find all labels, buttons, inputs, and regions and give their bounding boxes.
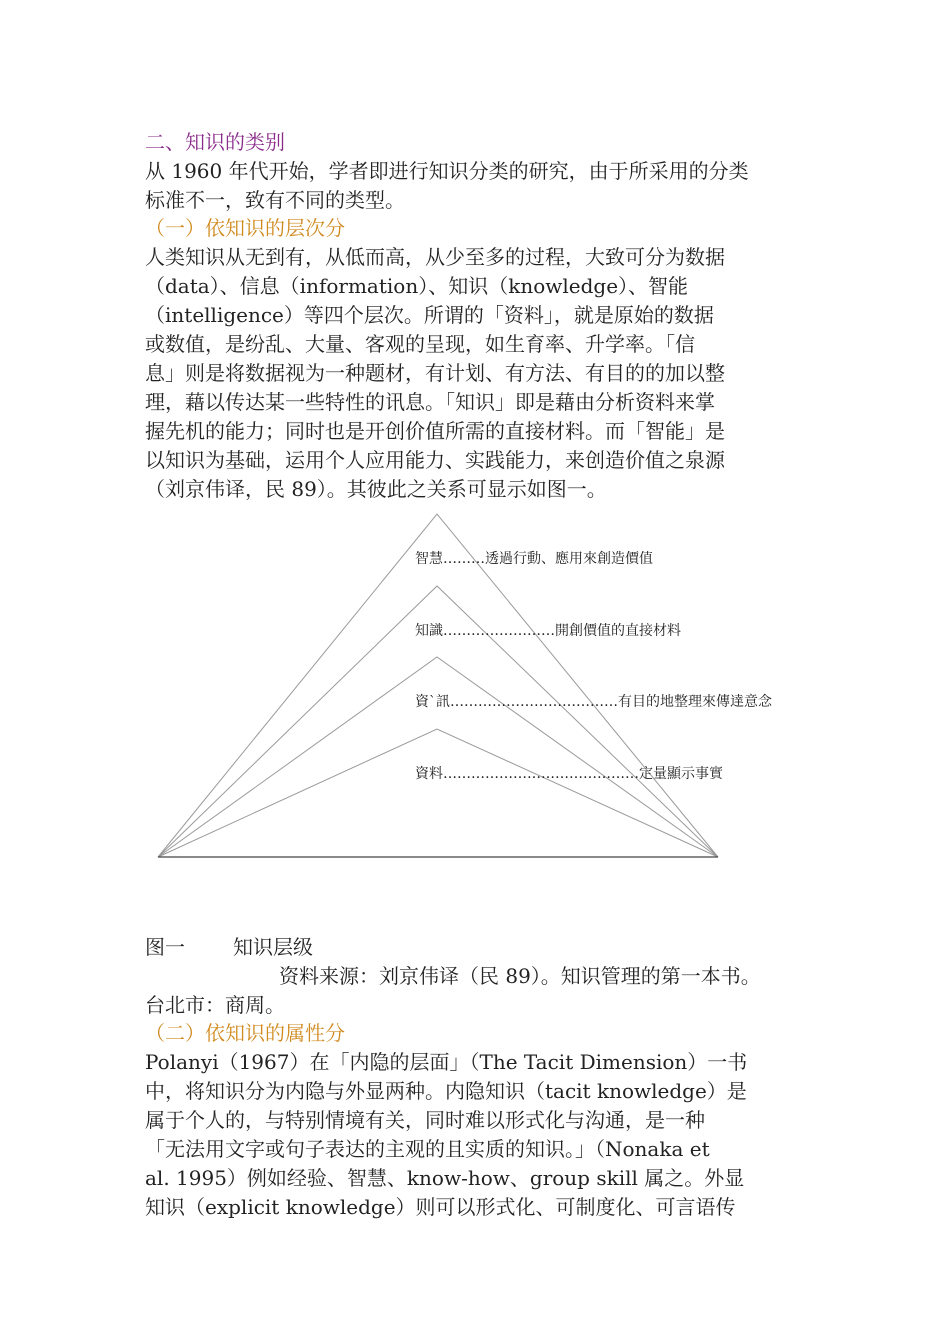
subsection-title-1: （一）依知识的层次分 [145, 216, 345, 240]
paragraph-line: 中，将知识分为内隐与外显两种。内隐知识（tacit knowledge）是 [145, 1079, 747, 1103]
intro-line: 标准不一，致有不同的类型。 [145, 188, 405, 212]
paragraph-line: （刘京伟译，民 89）。其彼此之关系可显示如图一。 [145, 477, 607, 501]
figure-source: 资料来源：刘京伟译（民 89）。知识管理的第一本书。 [279, 964, 761, 988]
intro-line: 从 1960 年代开始，学者即进行知识分类的研究，由于所采用的分类 [145, 159, 749, 183]
figure-number: 图一 [145, 935, 185, 959]
figure-source-cont: 台北市：商周。 [145, 993, 285, 1017]
paragraph-line: 息」则是将数据视为一种题材，有计划、有方法、有目的的加以整 [145, 361, 725, 385]
level-desc: 有目的地整理來傳達意念 [618, 694, 772, 710]
pyramid-level-data [415, 765, 723, 783]
level-dots: ……………………………… [450, 694, 618, 710]
paragraph-line: al. 1995）例如经验、智慧、know-how、group skill 属之。外显 [145, 1166, 745, 1190]
level-name: 資料 [415, 766, 443, 782]
level-dots: …………………… [443, 623, 555, 639]
level-dots: ……… [443, 551, 485, 567]
level-name: 智慧 [415, 551, 443, 567]
pyramid-level-knowledge [415, 622, 681, 640]
paragraph-line: Polanyi（1967）在「内隐的层面」（The Tacit Dimension）一书 [145, 1050, 748, 1074]
level-name: 資`訊 [415, 694, 450, 710]
paragraph-line: 知识（explicit knowledge）则可以形式化、可制度化、可言语传 [145, 1195, 736, 1219]
level-desc: 定量顯示事實 [639, 766, 723, 782]
level-dots: …………………………………… [443, 766, 639, 782]
pyramid-level-information [415, 693, 772, 711]
paragraph-line: （data）、信息（information）、知识（knowledge）、智能 [145, 274, 689, 298]
figure-caption [145, 933, 313, 962]
level-desc: 透過行動、應用來創造價值 [485, 551, 653, 567]
paragraph-line: 握先机的能力；同时也是开创价值所需的直接材料。而「智能」是 [145, 419, 725, 443]
paragraph-line: 「无法用文字或句子表达的主观的且实质的知识。」（Nonaka et [145, 1137, 710, 1161]
paragraph-line: 属于个人的，与特别情境有关，同时难以形式化与沟通，是一种 [145, 1108, 705, 1132]
level-desc: 開創價值的直接材料 [555, 623, 681, 639]
paragraph-line: 或数值，是纷乱、大量、客观的呈现，如生育率、升学率。「信 [145, 332, 695, 356]
pyramid-level-wisdom [415, 550, 653, 568]
subsection-title-2: （二）依知识的属性分 [145, 1021, 345, 1045]
section-title: 二、知识的类别 [145, 130, 285, 154]
pyramid-layer-3 [158, 729, 718, 857]
paragraph-line: （intelligence）等四个层次。所谓的「资料」，就是原始的数据 [145, 303, 714, 327]
level-name: 知識 [415, 623, 443, 639]
paragraph-line: 以知识为基础，运用个人应用能力、实践能力，来创造价值之泉源 [145, 448, 725, 472]
figure-title: 知识层级 [233, 935, 313, 959]
pyramid-layer-2 [158, 657, 718, 857]
paragraph-line: 理，藉以传达某一些特性的讯息。「知识」即是藉由分析资料来掌 [145, 390, 715, 414]
paragraph-line: 人类知识从无到有，从低而高，从少至多的过程，大致可分为数据 [145, 245, 725, 269]
